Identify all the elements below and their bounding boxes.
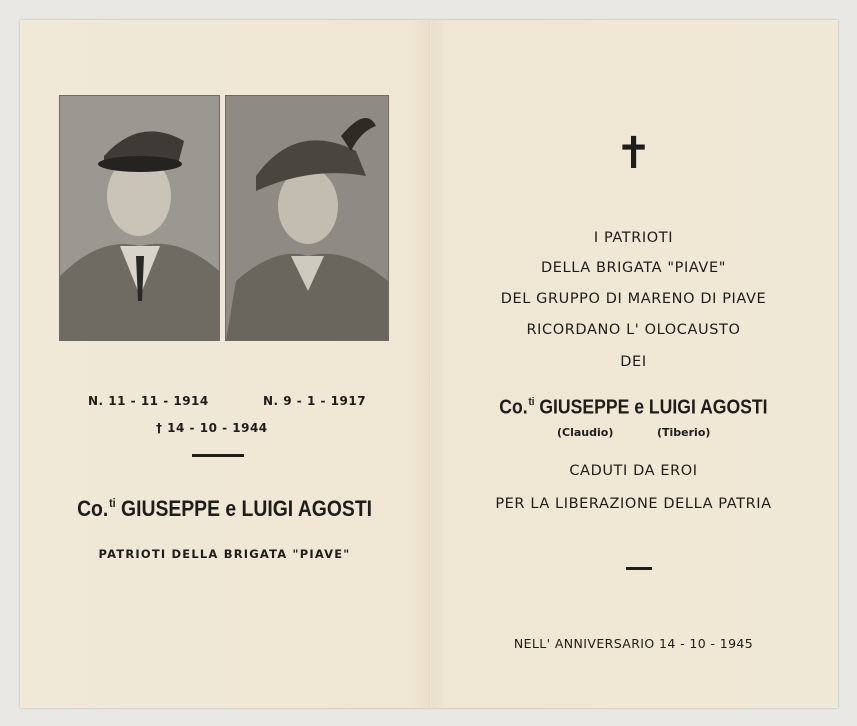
- caduti-line-1: CADUTI DA EROI: [569, 463, 698, 479]
- title-superscript: ti: [528, 396, 535, 408]
- portrait-giuseppe: [59, 95, 220, 341]
- dedication-line-5: DEI: [620, 354, 647, 370]
- left-subtitle: PATRIOTI DELLA BRIGATA "PIAVE": [98, 547, 351, 561]
- divider-right: [626, 567, 652, 570]
- title-prefix: Co.: [77, 496, 109, 522]
- birth-date-giuseppe: N. 11 - 11 - 1914: [88, 394, 209, 408]
- title-names: GIUSEPPE e LUIGI AGOSTI: [534, 396, 768, 419]
- death-date: † 14 - 10 - 1944: [156, 421, 268, 435]
- divider-left: [192, 454, 244, 457]
- left-title: [45, 496, 405, 522]
- dedication-line-4: RICORDANO L' OLOCAUSTO: [526, 322, 741, 338]
- dedication-line-3: DEL GRUPPO DI MARENO DI PIAVE: [500, 291, 767, 307]
- title-names: GIUSEPPE e LUIGI AGOSTI: [115, 496, 373, 522]
- title-prefix: Co.: [499, 396, 528, 419]
- portrait-luigi: [225, 95, 389, 341]
- caduti-line-2: PER LA LIBERAZIONE DELLA PATRIA: [495, 496, 772, 512]
- nickname-tiberio: (Tiberio): [657, 426, 711, 439]
- dedication-line-1: I PATRIOTI: [593, 230, 674, 246]
- cross-icon: ✝: [615, 128, 652, 179]
- anniversary-line: NELL' ANNIVERSARIO 14 - 10 - 1945: [513, 636, 754, 651]
- nickname-claudio: (Claudio): [557, 426, 614, 439]
- memorial-card: [20, 20, 838, 708]
- right-title: [453, 396, 813, 419]
- title-superscript: ti: [109, 496, 116, 510]
- dedication-line-2: DELLA BRIGATA "PIAVE": [541, 260, 726, 276]
- birth-date-luigi: N. 9 - 1 - 1917: [263, 394, 367, 408]
